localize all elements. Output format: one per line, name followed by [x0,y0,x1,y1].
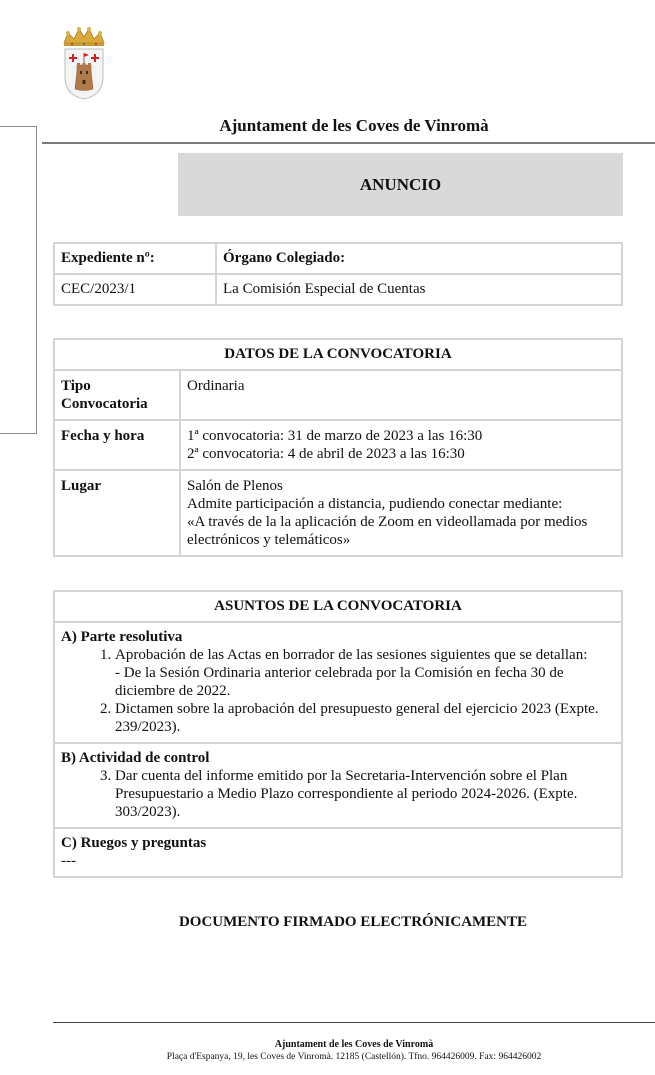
agenda-item-1: 1. Aprobación de las Actas en borrador de las sesiones siguientes que se detallan: - De la Sesión Ordinaria anterior celebrada por la Comisión en fecha 30 de diciembre de 2022. [115,646,615,700]
table-row [54,370,622,420]
section-b [54,743,622,828]
lugar-value [180,470,622,556]
asuntos-title: ASUNTOS DE LA CONVOCATORIA [54,591,622,622]
datos-title: DATOS DE LA CONVOCATORIA [54,339,622,370]
expediente-value: CEC/2023/1 [54,274,216,305]
agenda-item-2: 2. Dictamen sobre la aprobación del presupuesto general del ejercicio 2023 (Expte. 239/2023). [115,700,615,736]
lugar-remote-note: Admite participación a distancia, pudiendo conectar mediante: [187,496,563,512]
table-row [54,743,622,828]
section-c-title: C) Ruegos y preguntas [61,835,207,851]
footer-address: Plaça d'Espanya, 19, les Coves de Vinromà. 12185 (Castellón). Tfno. 964426009. Fax: 964426002 [166,1052,542,1062]
section-a [54,622,622,743]
table-row [54,470,622,556]
organization-title: Ajuntament de les Coves de Vinromà [219,116,489,135]
fecha-value [180,420,622,470]
lugar-place: Salón de Plenos [187,478,283,494]
expediente-table [53,242,623,306]
table-row [54,622,622,743]
footer-organization: Ajuntament de les Coves de Vinromà [274,1039,434,1050]
fecha-label: Fecha y hora [54,420,180,470]
first-call: 1ª convocatoria: 31 de marzo de 2023 a las 16:30 [187,428,483,444]
organo-header: Órgano Colegiado: [216,243,622,274]
table-row [54,420,622,470]
table-header-row [54,339,622,370]
section-b-title: B) Actividad de control [61,750,210,766]
lugar-label: Lugar [54,470,180,556]
table-row [54,243,622,274]
expediente-header: Expediente nº: [54,243,216,274]
tipo-label: Tipo Convocatoria [54,370,180,420]
agenda-item-3: 3. Dar cuenta del informe emitido por la Secretaria-Intervención sobre el Plan Presupuestario a Medio Plazo correspondiente al periodo 2024-2026. (Expte. 303/2023). [115,767,615,821]
second-call: 2ª convocatoria: 4 de abril de 2023 a las 16:30 [187,446,465,462]
table-row [54,828,622,877]
organo-value: La Comisión Especial de Cuentas [216,274,622,305]
tipo-value: Ordinaria [180,370,622,420]
table-header-row [54,591,622,622]
table-row [54,274,622,305]
asuntos-convocatoria-table [53,590,623,878]
header-divider [42,142,655,144]
datos-convocatoria-table [53,338,623,557]
margin-frame [0,126,37,434]
document-type-label: ANUNCIO [359,174,442,194]
document-type-banner [178,153,623,216]
lugar-remote-method: «A través de la la aplicación de Zoom en videollamada por medios electrónicos y telemáticos» [187,514,588,548]
electronic-signature-note: DOCUMENTO FIRMADO ELECTRÓNICAMENTE [178,914,528,930]
section-c-body: --- [61,853,76,869]
footer-divider [53,1022,655,1023]
coat-of-arms-icon [60,25,108,100]
section-a-title: A) Parte resolutiva [61,629,183,645]
section-c [54,828,622,877]
